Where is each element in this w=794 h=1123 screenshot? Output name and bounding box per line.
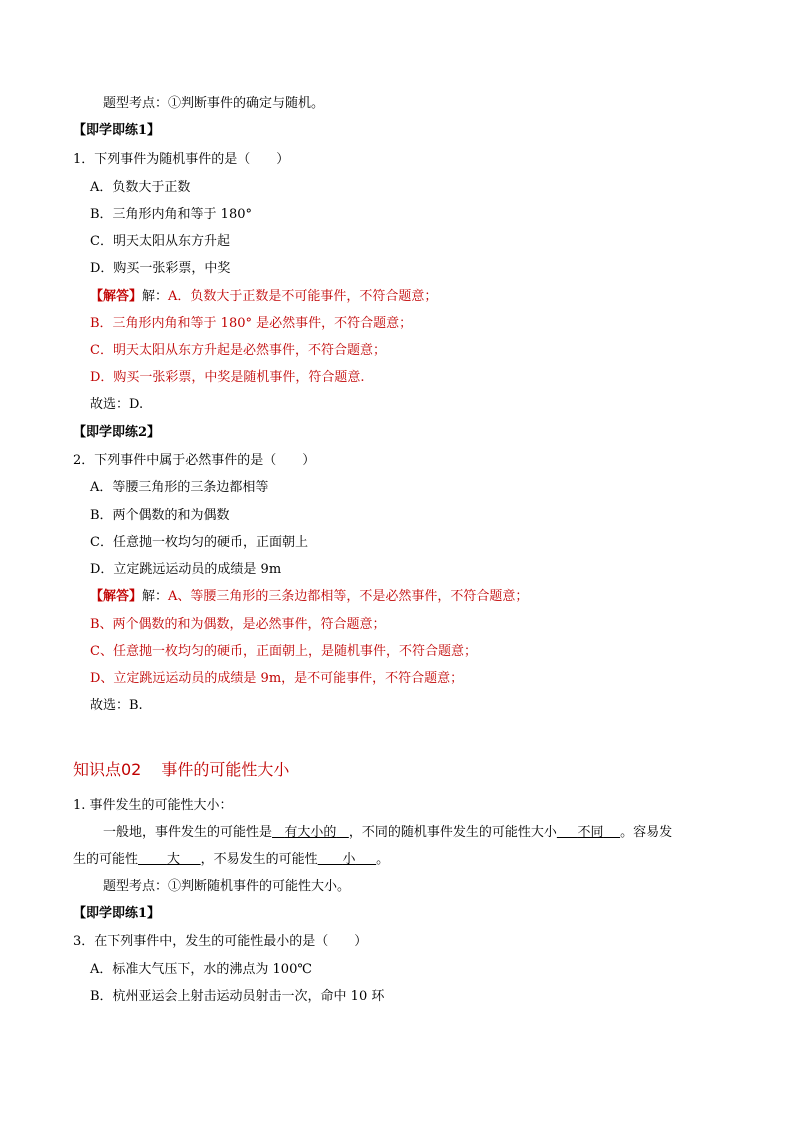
para-text-b: ，不同的随机事件发生的可能性大小 xyxy=(348,825,557,840)
q1-answer-line-3: C．明天太阳从东方升起是必然事件，不符合题意； xyxy=(90,343,386,358)
section-heading xyxy=(73,759,289,781)
q1-answer-line-1 xyxy=(90,288,437,306)
q3-option-b: B．杭州亚运会上射击运动员射击一次，命中 10 环 xyxy=(90,989,385,1004)
q1-answer-line-4: D．购买一张彩票，中奖是随机事件，符合题意. xyxy=(90,370,365,385)
paragraph-line-2 xyxy=(73,851,389,869)
q2-option-b: B．两个偶数的和为偶数 xyxy=(90,508,230,523)
topic-line-1: 题型考点：①判断事件的确定与随机。 xyxy=(103,96,325,111)
para-text-e: ，不易发生的可能性 xyxy=(200,852,318,867)
q1-answer-text-1: A．负数大于正数是不可能事件，不符合题意； xyxy=(168,289,438,304)
blank-3-answer: 大 xyxy=(166,852,180,867)
practice-tag-2: 【即学即练2】 xyxy=(73,425,161,440)
q1-answer-lead: 解： xyxy=(142,289,169,304)
para-text-c: 。容易发 xyxy=(620,825,673,840)
topic-line-2: 题型考点：①判断随机事件的可能性大小。 xyxy=(103,879,351,894)
blank-2 xyxy=(557,825,620,840)
point-1-heading: 1. 事件发生的可能性大小： xyxy=(73,798,233,813)
blank-2-answer: 不同 xyxy=(577,825,604,840)
blank-4 xyxy=(318,852,376,867)
question-2-stem: 2．下列事件中属于必然事件的是（ ） xyxy=(73,453,316,468)
blank-1-answer: 有大小的 xyxy=(284,825,337,840)
question-1-stem: 1．下列事件为随机事件的是（ ） xyxy=(73,152,290,167)
paragraph-line-1 xyxy=(103,824,672,842)
q2-answer-line-4: D、立定跳远运动员的成绩是 9m，是不可能事件，不符合题意； xyxy=(90,671,464,686)
section-title: 事件的可能性大小 xyxy=(161,760,290,779)
q2-conclusion: 故选：B. xyxy=(90,698,143,713)
q2-answer-text-1: A、等腰三角形的三条边都相等，不是必然事件，不符合题意； xyxy=(168,589,529,604)
q2-answer-line-1 xyxy=(90,588,528,606)
q1-option-d: D．购买一张彩票，中奖 xyxy=(90,261,231,276)
practice-tag-3: 【即学即练1】 xyxy=(73,906,161,921)
q2-option-d: D．立定跳远运动员的成绩是 9m xyxy=(90,562,282,577)
q1-option-a: A．负数大于正数 xyxy=(90,180,191,195)
q2-option-c: C．任意抛一枚均匀的硬币，正面朝上 xyxy=(90,535,308,550)
question-3-stem: 3．在下列事件中，发生的可能性最小的是（ ） xyxy=(73,934,368,949)
q2-answer-tag: 【解答】 xyxy=(90,589,143,604)
q1-option-b: B．三角形内角和等于 180° xyxy=(90,207,252,222)
q1-option-c: C．明天太阳从东方升起 xyxy=(90,234,230,249)
para-text-f: 。 xyxy=(376,852,390,867)
q1-answer-line-2: B．三角形内角和等于 180° 是必然事件，不符合题意； xyxy=(90,316,413,331)
practice-tag-1: 【即学即练1】 xyxy=(73,123,161,138)
q1-conclusion: 故选：D. xyxy=(90,397,144,412)
q2-answer-lead: 解： xyxy=(142,589,169,604)
q2-answer-line-3: C、任意抛一枚均匀的硬币，正面朝上，是随机事件，不符合题意； xyxy=(90,644,477,659)
para-text-a: 一般地，事件发生的可能性是 xyxy=(103,825,273,840)
para-text-d: 生的可能性 xyxy=(73,852,139,867)
q2-option-a: A．等腰三角形的三条边都相等 xyxy=(90,480,269,495)
blank-4-answer: 小 xyxy=(342,852,356,867)
blank-3 xyxy=(138,852,201,867)
blank-1 xyxy=(272,825,349,840)
section-number: 知识点02 xyxy=(73,760,142,779)
q3-option-a: A．标准大气压下，水的沸点为 100℃ xyxy=(90,962,312,977)
q2-answer-line-2: B、两个偶数的和为偶数，是必然事件，符合题意； xyxy=(90,617,386,632)
q1-answer-tag: 【解答】 xyxy=(90,289,143,304)
